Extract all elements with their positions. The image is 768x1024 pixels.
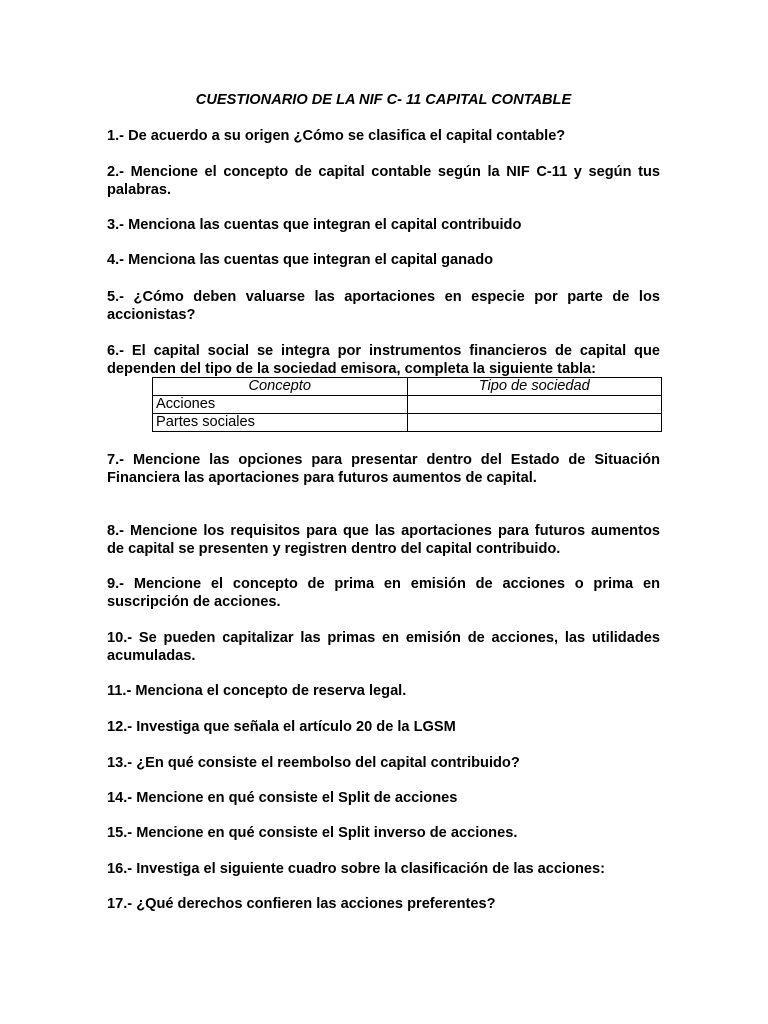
question-12: 12.- Investiga que señala el artículo 20 de la LGSM	[107, 719, 456, 735]
table-header-row	[153, 378, 662, 396]
question-7: 7.- Mencione las opciones para presentar dentro del Estado de Situación Financiera las aportaciones para futuros aumentos de capital.	[107, 452, 660, 486]
question-4: 4.- Menciona las cuentas que integran el capital ganado	[107, 252, 494, 268]
question-14: 14.- Mencione en qué consiste el Split de acciones	[107, 790, 458, 806]
table-row	[153, 396, 662, 414]
question-15: 15.- Mencione en qué consiste el Split inverso de acciones.	[107, 825, 518, 841]
table-cell: Partes sociales	[153, 414, 408, 432]
question-8: 8.- Mencione los requisitos para que las aportaciones para futuros aumentos de capital se presenten y registren dentro del capital contribuido.	[107, 523, 660, 557]
question-13: 13.- ¿En qué consiste el reembolso del capital contribuido?	[107, 755, 520, 771]
question-5: 5.- ¿Cómo deben valuarse las aportaciones en especie por parte de los accionistas?	[107, 289, 660, 323]
table-cell	[407, 414, 662, 432]
table-row	[153, 414, 662, 432]
question-11: 11.- Menciona el concepto de reserva legal.	[107, 683, 407, 699]
question-10: 10.- Se pueden capitalizar las primas en emisión de acciones, las utilidades acumuladas.	[107, 630, 660, 664]
table-cell: Acciones	[153, 396, 408, 414]
table-header-tipo-sociedad: Tipo de sociedad	[407, 378, 662, 396]
question-16: 16.- Investiga el siguiente cuadro sobre la clasificación de las acciones:	[107, 861, 606, 877]
document-title: CUESTIONARIO DE LA NIF C- 11 CAPITAL CONTABLE	[195, 92, 572, 108]
question-1: 1.- De acuerdo a su origen ¿Cómo se clasifica el capital contable?	[107, 128, 566, 144]
question-2: 2.- Mencione el concepto de capital contable según la NIF C-11 y según tus palabras.	[107, 164, 660, 198]
question-17: 17.- ¿Qué derechos confieren las acciones preferentes?	[107, 896, 496, 912]
question-3: 3.- Menciona las cuentas que integran el capital contribuido	[107, 217, 522, 233]
question-6: 6.- El capital social se integra por instrumentos financieros de capital que dependen del tipo de la sociedad emisora, completa la siguiente tabla:	[107, 343, 660, 377]
question-9: 9.- Mencione el concepto de prima en emisión de acciones o prima en suscripción de acciones.	[107, 576, 660, 610]
table-header-concepto: Concepto	[153, 378, 408, 396]
instruments-table	[152, 377, 662, 432]
table-cell	[407, 396, 662, 414]
